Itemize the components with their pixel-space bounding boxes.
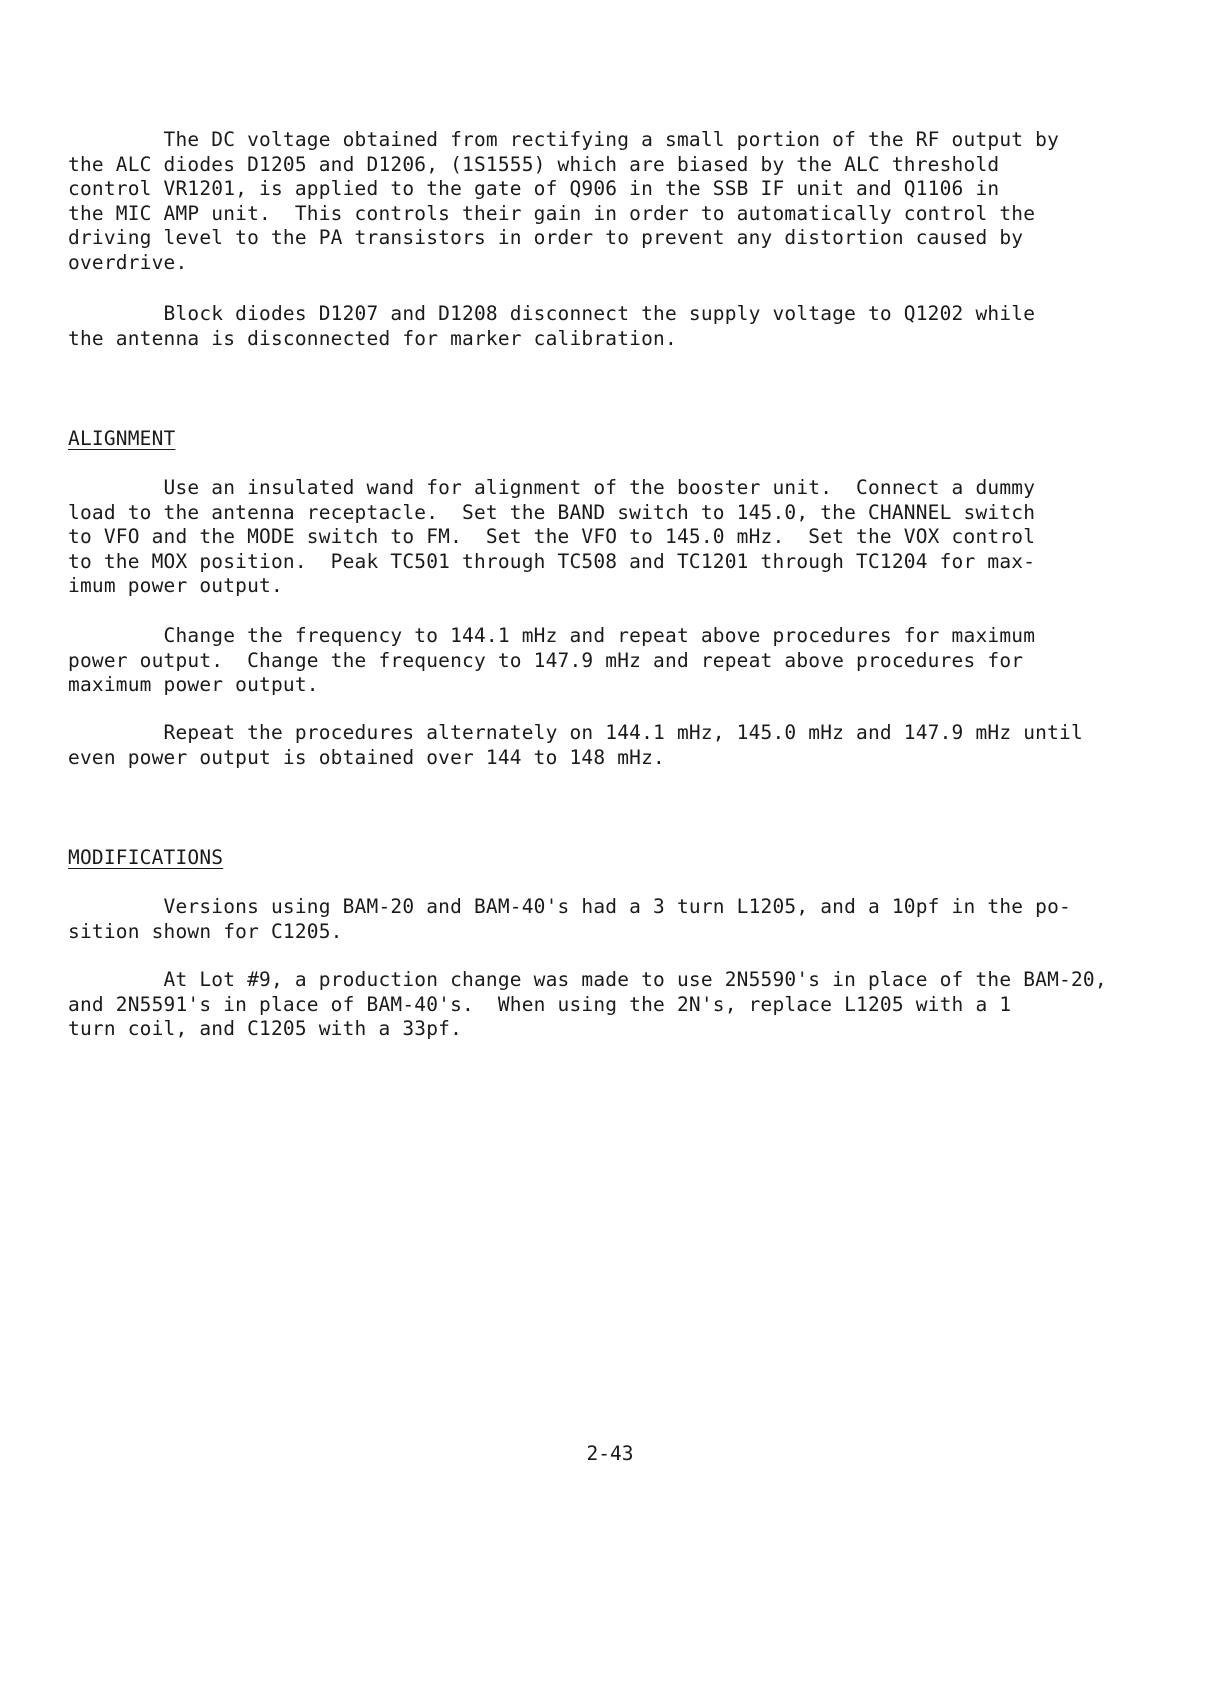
alc-paragraph-1: The DC voltage obtained from rectifying a small portion of the RF output by the ALC diodes D1205 and D1206, (1S1555) which are biased by the ALC threshold control VR1201, is applied to the gate of Q906 in the SSB IF unit and Q1106 in the MIC AMP unit. This controls their gain in order to automatically control the driving level to the PA transistors in order to prevent any distortion caused by overdrive. [68, 128, 1060, 274]
alignment-paragraph-2: Change the frequency to 144.1 mHz and repeat above procedures for maximum power output. Change the frequency to 147.9 mHz and repeat above procedures for maximum power output. [68, 624, 1036, 696]
alc-paragraph-2: Block diodes D1207 and D1208 disconnect the supply voltage to Q1202 while the antenna is disconnected for marker calibration. [68, 302, 1036, 350]
alignment-paragraph-3: Repeat the procedures alternately on 144.1 mHz, 145.0 mHz and 147.9 mHz until even power output is obtained over 144 to 148 mHz. [68, 721, 1083, 769]
modifications-heading: MODIFICATIONS [68, 846, 224, 869]
modifications-paragraph-1: Versions using BAM-20 and BAM-40's had a 3 turn L1205, and a 10pf in the po- sition shown for C1205. [68, 895, 1071, 943]
alignment-heading: ALIGNMENT [68, 427, 176, 450]
modifications-paragraph-2: At Lot #9, a production change was made to use 2N5590's in place of the BAM-20, and 2N5591's in place of BAM-40's. When using the 2N's, replace L1205 with a 1 turn coil, and C1205 with a 33pf. [68, 968, 1107, 1040]
alignment-paragraph-1: Use an insulated wand for alignment of the booster unit. Connect a dummy load to the antenna receptacle. Set the BAND switch to 145.0, the CHANNEL switch to VFO and the MODE switch to FM. Set the VFO to 145.0 mHz. Set the VOX control to the MOX position. Peak TC501 through TC508 and TC1201 through TC1204 for max- imum power output. [68, 476, 1036, 597]
page-number: 2-43 [586, 1442, 634, 1465]
